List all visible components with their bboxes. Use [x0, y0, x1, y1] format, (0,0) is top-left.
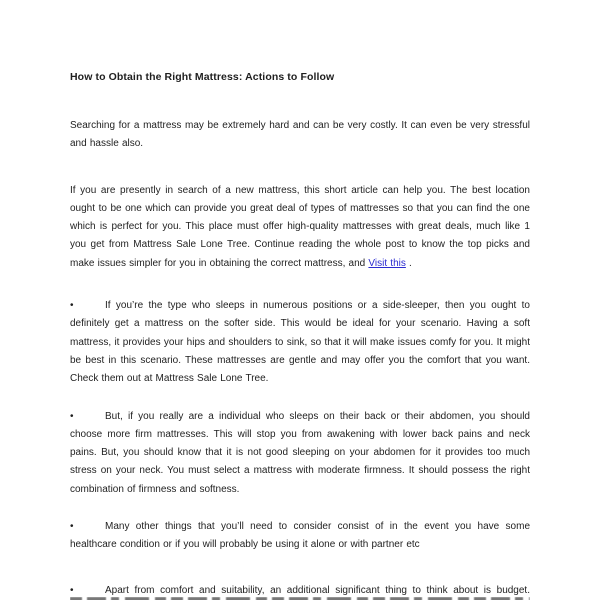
paragraph-text: If you are presently in search of a new mattress, this short article can help you. The best location ought to be one which can provide you great deal of types of mattresses so that you can find the one which is perfect for you. This place must offer high-quality mattresses with great deals, much like 1 you get from Mattress Sale Lone Tree. Continue reading the whole post to know the top picks and make issues simpler for you in obtaining the correct mattress, and — [70, 184, 530, 269]
paragraph-text-after-link: . — [405, 257, 412, 269]
second-paragraph — [70, 182, 530, 273]
visit-this-link[interactable]: Visit this — [368, 257, 406, 269]
bullet-text: Many other things that you’ll need to consider consist of in the event you have some healthcare condition or if you will probably be using it alone or with partner etc — [70, 521, 530, 551]
bullet-marker: • — [70, 584, 74, 596]
bullet-text: But, if you really are a individual who sleeps on their back or their abdomen, you should choose more firm mattresses. This will stop you from awakening with lower back pains and neck pains. But, you should know that it is not good sleeping on your abdomen for it provides too much stress on your neck. You must select a mattress with moderate firmness. It should possess the right combination of firmness and softness. — [70, 410, 530, 495]
page-title: How to Obtain the Right Mattress: Actions to Follow — [70, 71, 335, 83]
bullet-marker: • — [70, 521, 74, 533]
bullet-item-soft-mattress — [70, 297, 530, 388]
bullet-item-other-considerations — [70, 518, 530, 555]
bullet-text: Apart from comfort and suitability, an additional significant thing to think about is budget. — [105, 584, 530, 596]
intro-paragraph: Searching for a mattress may be extremely hard and can be very costly. It can even be very stressful and hassle also. — [70, 120, 530, 150]
bullet-marker: • — [70, 300, 74, 312]
bullet-text: If you’re the type who sleeps in numerous positions or a side-sleeper, then you ought to definitely get a mattress on the softer side. This would be ideal for your scenario. Having a soft mattress, it provides your hips and shoulders to sink, so that it will make issues comfy for you. It might be best in this scenario. These mattresses are gentle and may offer you the comfort that you want. Check them out at Mattress Sale Lone Tree. — [70, 300, 530, 385]
bullet-marker: • — [70, 410, 74, 422]
bullet-item-firm-mattress — [70, 408, 530, 499]
